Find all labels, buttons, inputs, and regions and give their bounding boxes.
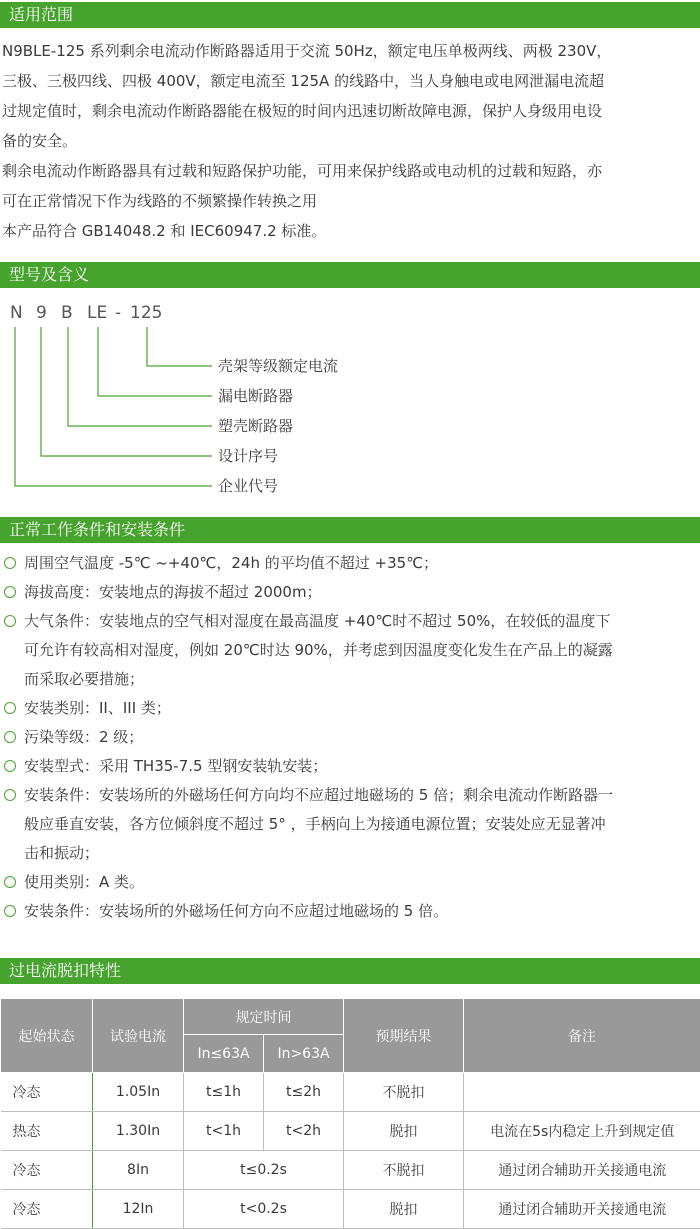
model-label-mccb: 塑壳断路器 [218,415,293,437]
list-item [2,868,698,897]
cell-state: 热态 [1,1112,93,1151]
text-line: 备的安全。 [2,126,696,156]
cell-note: 通过闭合辅助开关接通电流 [464,1151,700,1190]
list-item [2,549,698,578]
col-header-time: 规定时间 [184,999,344,1035]
circle-bullet-icon [4,905,16,917]
cell-time-low: t<1h [184,1112,264,1151]
text-line: 击和振动； [24,839,698,868]
cell-current: 1.30In [93,1112,184,1151]
cell-result: 脱扣 [344,1112,464,1151]
list-item [2,752,698,781]
text-line: 海拔高度：安装地点的海拔不超过 2000m； [24,578,698,607]
model-label-rcd: 漏电断路器 [218,385,293,407]
leader-line-9 [41,327,212,456]
cell-state: 冷态 [1,1190,93,1229]
text-line: 三极、三极四线、四极 400V，额定电流至 125A 的线路中，当人身触电或电网泄漏电流超 [2,66,696,96]
list-item [2,781,698,868]
table-row [1,1151,700,1190]
text-line: 安装条件：安装场所的外磁场任何方向均不应超过地磁场的 5 倍；剩余电流动作断路器一 [24,781,698,810]
circle-bullet-icon [4,731,16,743]
text-line: 般应垂直安装，各方位倾斜度不超过 5° ，手柄向上为接通电源位置；安装处应无显著冲 [24,810,698,839]
model-part-b: B [61,302,73,324]
list-item [2,607,698,694]
text-line: 可允许有较高相对湿度，例如 20℃时达 90%，并考虑到因温度变化发生在产品上的凝露 [24,636,698,665]
model-part-n: N [10,302,23,324]
scope-paragraph-1 [2,36,696,156]
text-line: 周围空气温度 -5℃ ~+40℃，24h 的平均值不超过 +35℃； [24,549,698,578]
conditions-list [2,549,698,926]
cell-time-low: t≤1h [184,1073,264,1112]
table-row [1,1190,700,1229]
model-label-design-no: 设计序号 [218,445,278,467]
list-item [2,897,698,926]
model-label-company-code: 企业代号 [218,475,278,497]
model-label-frame-current: 壳架等级额定电流 [218,355,338,377]
circle-bullet-icon [4,586,16,598]
text-line: N9BLE-125 系列剩余电流动作断路器适用于交流 50Hz，额定电压单极两线、两极 230V， [2,36,696,66]
section-header-model: 型号及含义 [0,262,700,288]
cell-note [464,1073,700,1112]
cell-state: 冷态 [1,1151,93,1190]
col-header-time-high: In>63A [264,1035,344,1073]
scope-paragraph-2 [2,156,696,216]
scope-paragraph-3: 本产品符合 GB14048.2 和 IEC60947.2 标准。 [2,216,696,246]
text-line: 安装条件：安装场所的外磁场任何方向不应超过地磁场的 5 倍。 [24,897,698,926]
list-item [2,694,698,723]
model-part-125: 125 [130,302,162,324]
section-header-conditions: 正常工作条件和安装条件 [0,517,700,543]
cell-result: 不脱扣 [344,1151,464,1190]
overcurrent-table [0,998,700,1229]
col-header-result: 预期结果 [344,999,464,1073]
col-header-state: 起始状态 [1,999,93,1073]
cell-result: 脱扣 [344,1190,464,1229]
text-line: 剩余电流动作断路器具有过载和短路保护功能，可用来保护线路或电动机的过载和短路，亦 [2,156,696,186]
cell-current: 12In [93,1190,184,1229]
circle-bullet-icon [4,760,16,772]
section-header-overcurrent: 过电流脱扣特性 [0,958,700,984]
leader-line-n [15,327,212,486]
circle-bullet-icon [4,615,16,627]
table-row [1,1112,700,1151]
text-line: 可在正常情况下作为线路的不频繁操作转换之用 [2,186,696,216]
circle-bullet-icon [4,702,16,714]
text-line: 大气条件：安装地点的空气相对湿度在最高温度 +40℃时不超过 50%，在较低的温度下 [24,607,698,636]
leader-line-b [68,327,212,426]
cell-time-merged: t≤0.2s [184,1151,344,1190]
cell-time-high: t≤2h [264,1073,344,1112]
cell-current: 1.05In [93,1073,184,1112]
circle-bullet-icon [4,789,16,801]
col-header-note: 备注 [464,999,700,1073]
text-line: 安装型式：采用 TH35-7.5 型钢安装轨安装； [24,752,698,781]
cell-time-merged: t<0.2s [184,1190,344,1229]
cell-current: 8In [93,1151,184,1190]
text-line: 使用类别：A 类。 [24,868,698,897]
section-header-scope: 适用范围 [0,2,700,28]
table-row [1,1073,700,1112]
col-header-current: 试验电流 [93,999,184,1073]
model-part-dash: - [115,302,121,324]
text-line: 污染等级：2 级； [24,723,698,752]
model-part-9: 9 [36,302,47,324]
leader-line-le [98,327,212,396]
text-line: 过规定值时，剩余电流动作断路器能在极短的时间内迅速切断故障电源，保护人身级用电设 [2,96,696,126]
model-part-le: LE [87,302,107,324]
list-item [2,578,698,607]
text-line: 安装类别：II、III 类； [24,694,698,723]
circle-bullet-icon [4,876,16,888]
circle-bullet-icon [4,557,16,569]
text-line: 而采取必要措施； [24,665,698,694]
cell-result: 不脱扣 [344,1073,464,1112]
cell-note: 通过闭合辅助开关接通电流 [464,1190,700,1229]
col-header-time-low: In≤63A [184,1035,264,1073]
cell-note: 电流在5s内稳定上升到规定值 [464,1112,700,1151]
list-item [2,723,698,752]
cell-time-high: t<2h [264,1112,344,1151]
model-diagram-lines [0,260,700,510]
cell-state: 冷态 [1,1073,93,1112]
leader-line-125 [147,327,212,366]
